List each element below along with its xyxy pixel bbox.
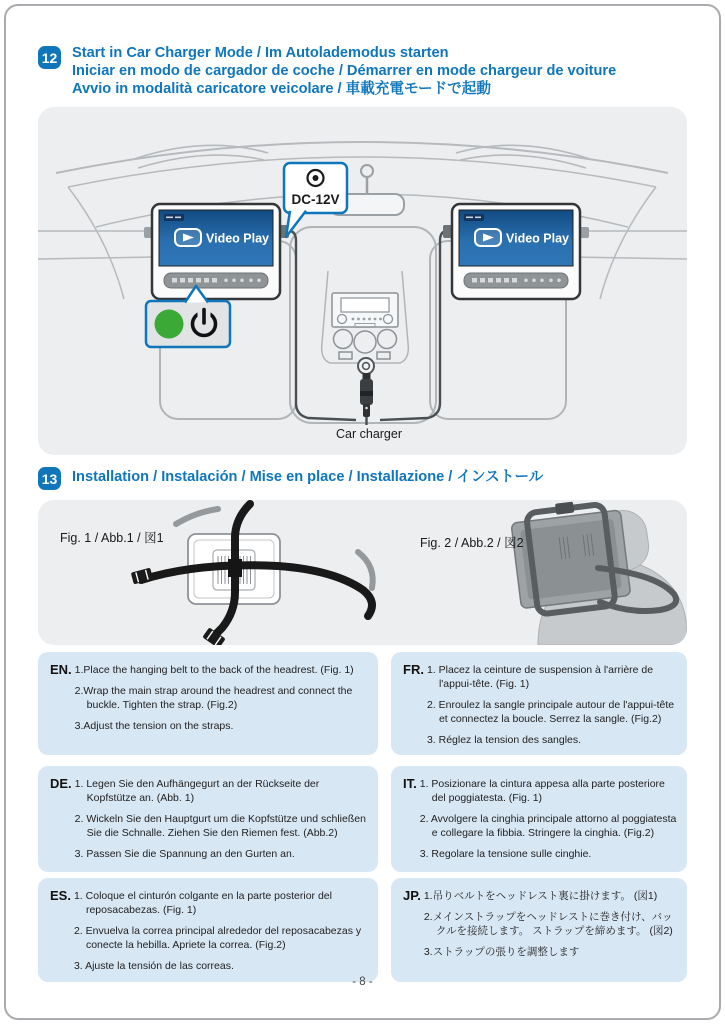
instruction-step: 3.Adjust the tension on the straps.: [74, 720, 234, 733]
instruction-step: 3. Regolare la tensione sulle cinghie.: [419, 848, 592, 861]
power-led-green: [155, 310, 184, 339]
screen-label: Video Play: [506, 231, 569, 246]
instruction-step: 1.Place the hanging belt to the back of the headrest. (Fig. 1): [74, 664, 354, 676]
installation-illustrations: [38, 500, 687, 645]
instructions-jp: [391, 878, 687, 982]
hvac-knobs: [334, 330, 397, 360]
strap-center-buckle: [228, 559, 242, 577]
instruction-step: 3. Passen Sie die Spannung an den Gurten an.: [74, 848, 295, 861]
section-13-header: [38, 466, 543, 490]
dc-12v-callout: [284, 163, 347, 237]
car-interior-illustration: [38, 107, 687, 455]
section-12-title-line3: Avvio in modalità caricatore veicolare / 車載充電モードで起動: [72, 80, 491, 97]
instruction-step: 1. Coloque el cinturón colgante en la parte posterior del reposacabezas. (Fig. 1): [73, 890, 332, 917]
instructions-fr: [391, 652, 687, 755]
instruction-step: 2. Enroulez la sangle principale autour de l'appui-tête et connectez la boucle. Serrez la sangle. (Fig.2): [426, 699, 675, 726]
strap-buckle: [555, 502, 574, 515]
instruction-step: 2. Avvolgere la cinghia principale attorno al poggiatesta e collegare la fibbia. Stringere la cinghia. (Fig.2): [419, 813, 677, 840]
language-code-fr: FR.: [403, 662, 424, 677]
fig2-headrest-mounted: [509, 500, 687, 645]
strap-end-buckle: [131, 568, 153, 585]
dashboard-edge-lines: [38, 231, 687, 259]
instruction-step: 2. Wickeln Sie den Hauptgurt um die Kopfstütze und schließen Sie die Schnalle. Ziehen Sie den Riemen fest. (Abb.2): [74, 813, 366, 840]
instructions-de: [38, 766, 378, 872]
language-code-jp: JP.: [403, 888, 421, 903]
screen-label: Video Play: [206, 231, 269, 246]
instruction-step: 1.吊りベルトをヘッドレスト裏に掛けます。 (図1): [423, 890, 658, 902]
section-12-title-line1: Start in Car Charger Mode / Im Autolademodus starten: [72, 45, 449, 61]
instructions-es: [38, 878, 378, 982]
instruction-step: 1. Posizionare la cintura appesa alla parte posteriore del poggiatesta. (Fig. 1): [419, 778, 665, 805]
car-charger-plug: [358, 358, 374, 417]
instruction-step: 1. Placez la ceinture de suspension à l'arrière de l'appui-tête. (Fig. 1): [426, 664, 654, 691]
center-console: [322, 271, 409, 363]
fig1-label: Fig. 1 / Abb.1 / 図1: [60, 531, 164, 545]
language-code-en: EN.: [50, 662, 72, 677]
monitor-on-headrest: [509, 500, 631, 617]
section-13-badge: 13: [38, 467, 61, 490]
instruction-step: 2.メインストラップをヘッドレストに巻き付け、バックルを接続します。 ストラップを締めます。 (図2): [423, 911, 673, 938]
car-charger-diagram-panel: [38, 107, 687, 455]
instruction-step: 1. Legen Sie den Aufhängegurt an der Rückseite der Kopfstütze an. (Abb. 1): [74, 778, 320, 805]
fig1-monitor-back: [131, 504, 373, 645]
section-12-header: [38, 45, 616, 98]
radio-display: [341, 298, 389, 312]
instruction-step: 3. Ajuste la tensión de las correas.: [73, 960, 234, 973]
instruction-step: 2.Wrap the main strap around the headrest and connect the buckle. Tighten the strap. (Fig.2): [74, 685, 353, 712]
left-headrest-monitor: [144, 204, 289, 299]
dc-12v-label: DC-12V: [291, 192, 340, 207]
page-number: - 8 -: [352, 976, 373, 988]
section-13-title: Installation / Instalación / Mise en place / Installazione / インストール: [72, 469, 544, 486]
language-code-de: DE.: [50, 776, 72, 791]
instruction-step: 3.ストラップの張りを調整します: [423, 946, 580, 959]
section-12-title: [72, 45, 616, 98]
installation-figures-panel: [38, 500, 687, 645]
language-code-es: ES.: [50, 888, 71, 903]
section-12-badge: 12: [38, 46, 61, 69]
fig2-label: Fig. 2 / Abb.2 / 図2: [420, 536, 524, 550]
section-12-title-line2: Iniciar en modo de cargador de coche / Démarrer en mode chargeur de voiture: [72, 62, 617, 79]
car-charger-label: Car charger: [336, 427, 402, 441]
instruction-step: 3. Réglez la tension des sangles.: [426, 734, 582, 747]
right-headrest-monitor: [443, 204, 589, 299]
instruction-step: 2. Envuelva la correa principal alrededor del reposacabezas y conecte la hebilla. Apriete la correa. (Fig.2): [73, 925, 362, 952]
instructions-en: [38, 652, 378, 755]
language-code-it: IT.: [403, 776, 417, 791]
instructions-it: [391, 766, 687, 872]
